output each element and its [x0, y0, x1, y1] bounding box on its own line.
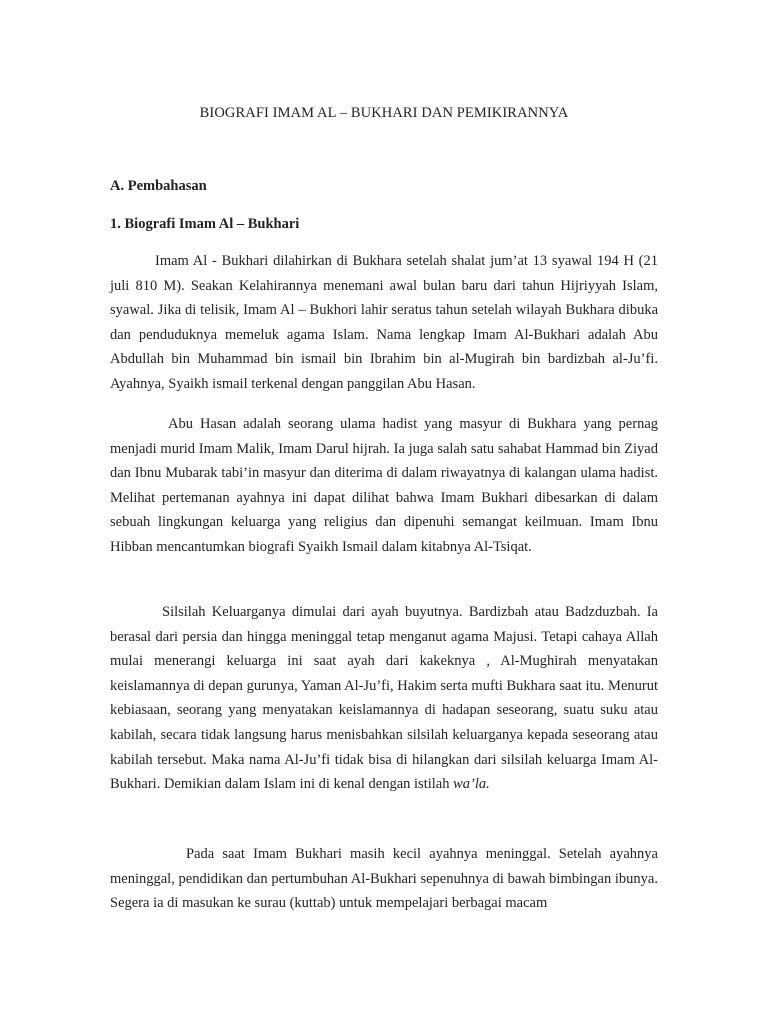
paragraph-2: Abu Hasan adalah seorang ulama hadist yang masyur di Bukhara yang pernag menjadi murid Imam Malik, Imam Darul hijrah. Ia juga salah satu sahabat Hammad bin Ziyad dan Ibnu Mubarak tabi’in masyur dan diterima di dalam riwayatnya di kalangan ulama hadist. Melihat pertemanan ayahnya ini dapat dilihat bahwa Imam Bukhari dibesarkan di dalam sebuah lingkungan keluarga yang religius dan dipenuhi semangat keilmuan. Imam Ibnu Hibban mencantumkan biografi Syaikh Ismail dalam kitabnya Al-Tsiqat.	[110, 416, 658, 555]
subsection-heading: 1. Biografi Imam Al – Bukhari	[110, 216, 300, 232]
paragraph-3	[110, 600, 658, 797]
document-title: BIOGRAFI IMAM AL – BUKHARI DAN PEMIKIRANNYA	[199, 105, 569, 121]
paragraph-3-text: Silsilah Keluarganya dimulai dari ayah buyutnya. Bardizbah atau Badzduzbah. Ia berasal dari persia dan hingga meninggal tetap menganut agama Majusi. Tetapi cahaya Allah mulai menerangi keluarga ini saat ayah dari kakeknya , Al-Mughirah menyatakan keislamannya di depan gurunya, Yaman Al-Ju’fi, Hakim serta mufti Bukhara saat itu. Menurut kebiasaan, seorang yang menyatakan keislamannya di hadapan seseorang, suatu suku atau kabilah, secara tidak langsung harus menisbahkan silsilah keluarganya kepada seseorang atau kabilah tersebut. Maka nama Al-Ju’fi tidak bisa di hilangkan dari silsilah keluarga Imam Al-Bukhari. Demikian dalam Islam ini di kenal dengan istilah	[110, 604, 658, 793]
paragraph-4: Pada saat Imam Bukhari masih kecil ayahnya meninggal. Setelah ayahnya meninggal, pendidikan dan pertumbuhan Al-Bukhari sepenuhnya di bawah bimbingan ibunya. Segera ia di masukan ke surau (kuttab) untuk mempelajari berbagai macam	[110, 846, 658, 912]
paragraph-1: Imam Al - Bukhari dilahirkan di Bukhara setelah shalat jum’at 13 syawal 194 H (21 juli 810 M). Seakan Kelahirannya menemani awal bulan baru dari tahun Hijriyyah Islam, syawal. Jika di telisik, Imam Al – Bukhori lahir seratus tahun setelah wilayah Bukhara dibuka dan penduduknya memeluk agama Islam. Nama lengkap Imam Al-Bukhari adalah Abu Abdullah bin Muhammad bin ismail bin Ibrahim bin al-Mugirah bin bardizbah al-Ju’fi. Ayahnya, Syaikh ismail terkenal dengan panggilan Abu Hasan.	[110, 253, 658, 392]
section-heading: A. Pembahasan	[110, 178, 207, 194]
italic-term: wa’la.	[453, 776, 490, 793]
